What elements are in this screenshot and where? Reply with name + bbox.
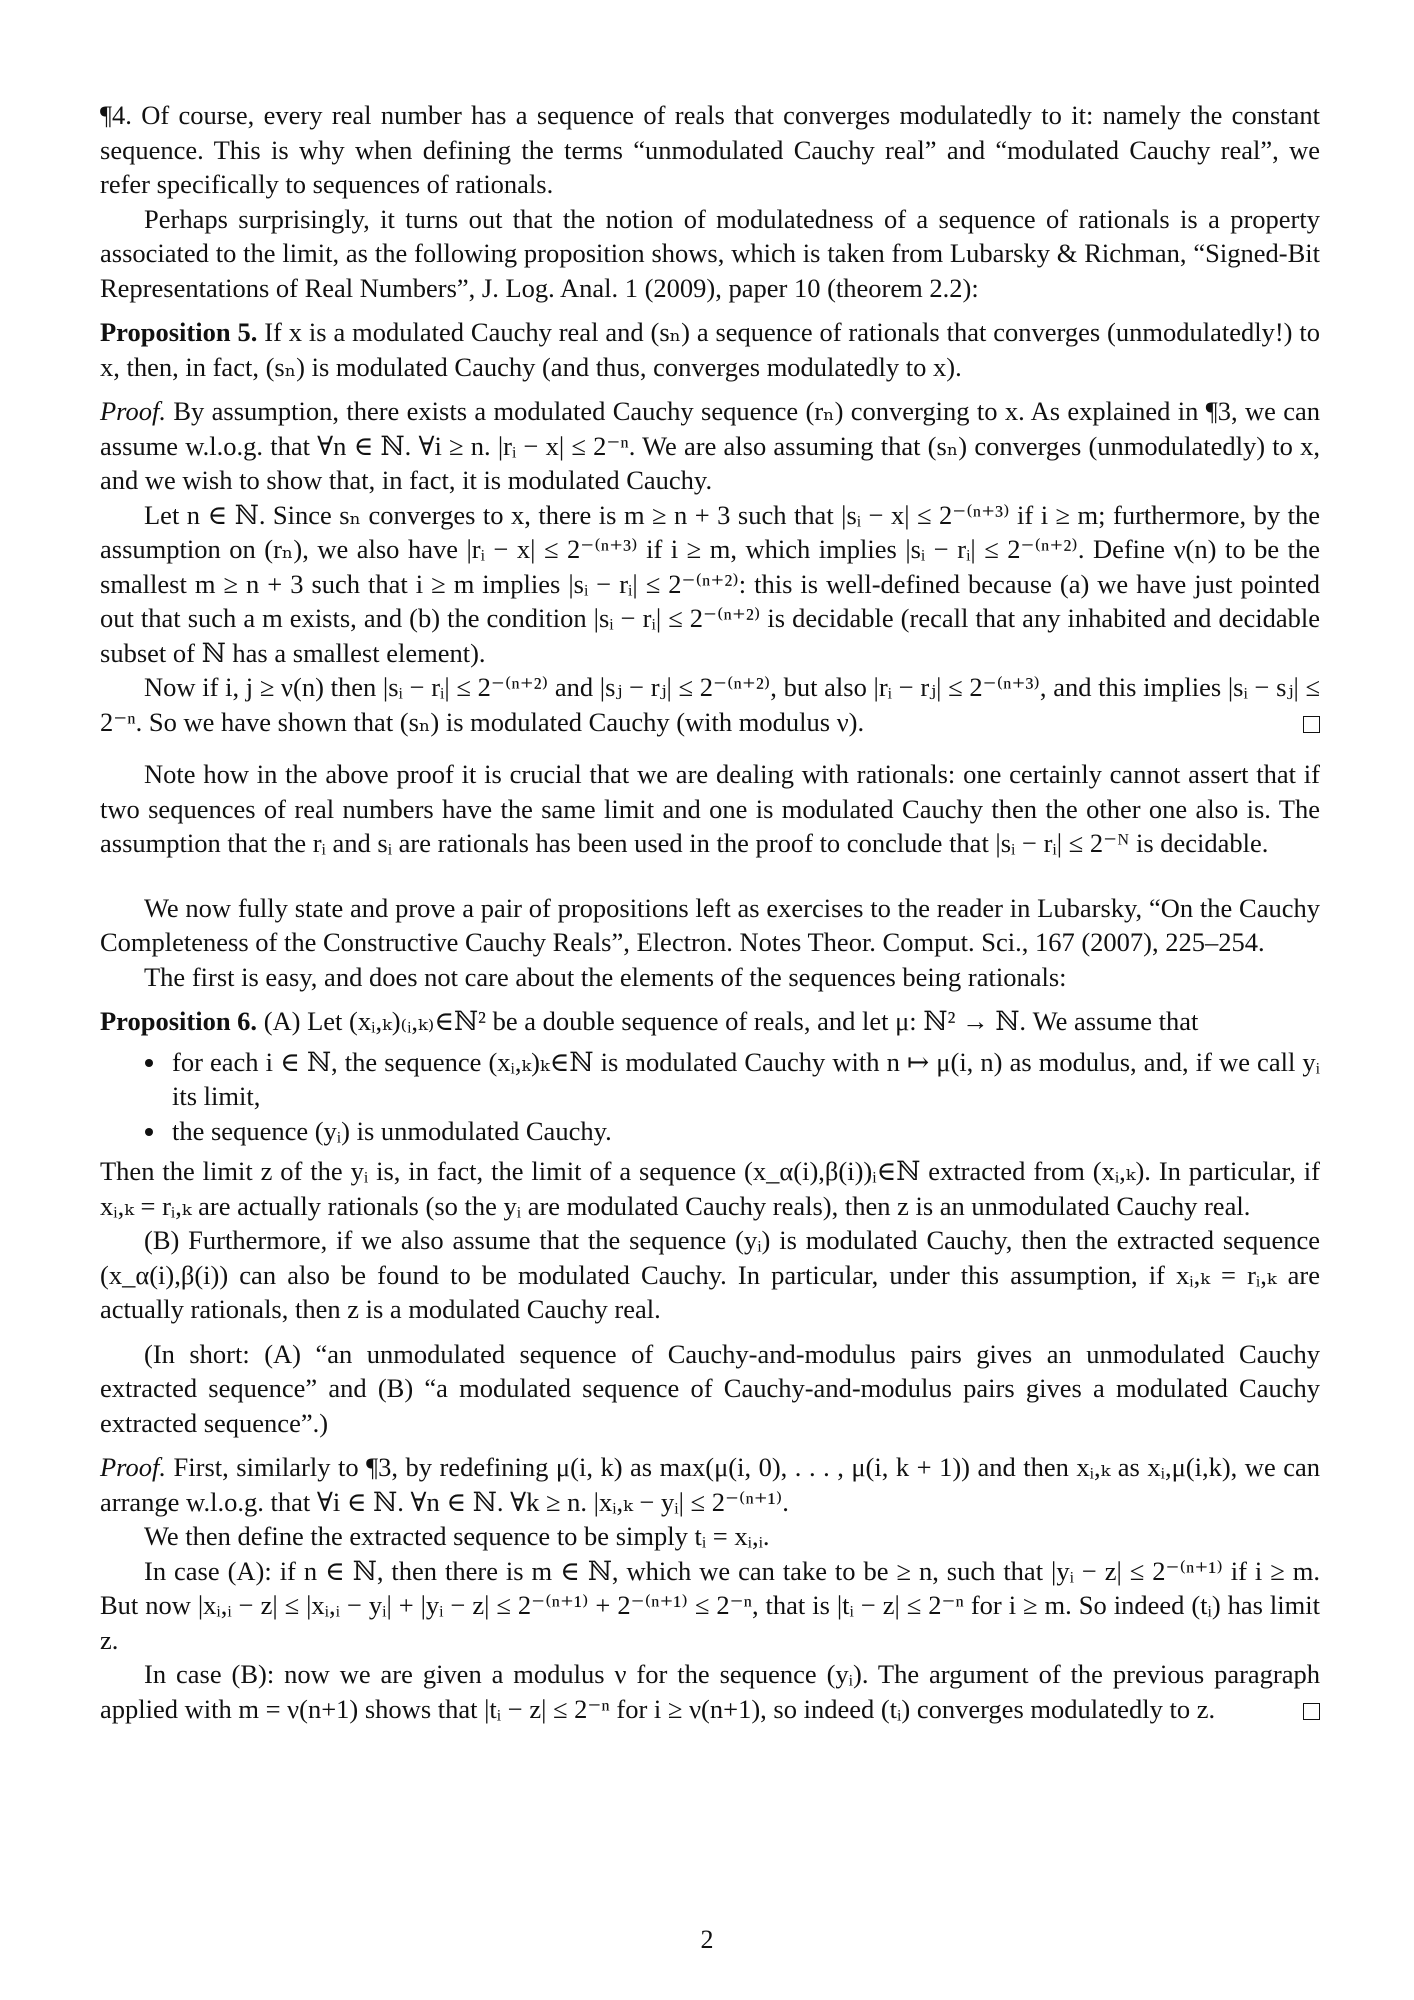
qed-square-icon [1303, 716, 1320, 733]
paragraph: We now fully state and prove a pair of propositions left as exercises to the reader in Lubarsky, “On the Cauchy Completeness of the Constructive Cauchy Reals”, Electron. Notes Theor. Comput. Sci., 167 (2007), 225–254. [100, 892, 1320, 957]
proof-text: First, similarly to ¶3, by redefining μ(i, k) as max(μ(i, 0), . . . , μ(i, k + 1)) and then xᵢ,ₖ as xᵢ,μ(i,k), we can arrange w.l.o.g. that ∀i ∈ ℕ. ∀n ∈ ℕ. ∀k ≥ n. |xᵢ,ₖ − yᵢ| ≤ 2⁻⁽ⁿ⁺¹⁾. [100, 1452, 1320, 1517]
proof-heading: Proof. [100, 1452, 167, 1482]
paragraph: (B) Furthermore, if we also assume that the sequence (yᵢ) is modulated Cauchy, then the extracted sequence (x_α(i),β(i)) can also be found to be modulated Cauchy. In particular, under this assumption, if xᵢ,ₖ = rᵢ,ₖ are actually rationals, then z is a modulated Cauchy real. [100, 1225, 1320, 1324]
paragraph: Then the limit z of the yᵢ is, in fact, the limit of a sequence (x_α(i),β(i))ᵢ∈ℕ extracted from (xᵢ,ₖ). In particular, if xᵢ,ₖ = rᵢ,ₖ are actually rationals (so the yᵢ are modulated Cauchy reals), then z is an unmodulated Cauchy real. [100, 1156, 1320, 1221]
paper-page [100, 98, 1320, 1726]
proposition-text: If x is a modulated Cauchy real and (sₙ) a sequence of rationals that converges (unmodulatedly!) to x, then, in fact, (sₙ) is modulated Cauchy (and thus, converges modulatedly to x). [100, 317, 1320, 382]
list-item: • for each i ∈ ℕ, the sequence (xᵢ,ₖ)ₖ∈ℕ is modulated Cauchy with n ↦ μ(i, n) as modulus, and, if we call yᵢ its limit, [168, 1045, 1320, 1114]
paragraph: Let n ∈ ℕ. Since sₙ converges to x, there is m ≥ n + 3 such that |sᵢ − x| ≤ 2⁻⁽ⁿ⁺³⁾ if i ≥ m; furthermore, by the assumption on (rₙ), we also have |rᵢ − x| ≤ 2⁻⁽ⁿ⁺³⁾ if i ≥ m, which implies |sᵢ − rᵢ| ≤ 2⁻⁽ⁿ⁺²⁾. Define ν(n) to be the smallest m ≥ n + 3 such that i ≥ m implies |sᵢ − rᵢ| ≤ 2⁻⁽ⁿ⁺²⁾: this is well-defined because (a) we have just pointed out that such a m exists, and (b) the condition |sᵢ − rᵢ| ≤ 2⁻⁽ⁿ⁺²⁾ is decidable (recall that any inhabited and decidable subset of ℕ has a smallest element). [100, 499, 1320, 668]
proposition-6 [100, 1004, 1320, 1039]
proof-heading: Proof. [100, 396, 167, 426]
paragraph-text: Now if i, j ≥ ν(n) then |sᵢ − rᵢ| ≤ 2⁻⁽ⁿ⁺²⁾ and |sⱼ − rⱼ| ≤ 2⁻⁽ⁿ⁺²⁾, but also |rᵢ − rⱼ| ≤ 2⁻⁽ⁿ⁺³⁾, and this implies |sᵢ − sⱼ| ≤ 2⁻ⁿ. So we have shown that (sₙ) is modulated Cauchy (with modulus ν). [100, 672, 1320, 737]
assumption-list [100, 1045, 1320, 1149]
proof-paragraph [100, 394, 1320, 498]
paragraph: Note how in the above proof it is crucial that we are dealing with rationals: one certainly cannot assert that if two sequences of real numbers have the same limit and one is modulated Cauchy then the other one also is. The assumption that the rᵢ and sᵢ are rationals has been used in the proof to conclude that |sᵢ − rᵢ| ≤ 2⁻ᴺ is decidable. [100, 759, 1320, 858]
proposition-5 [100, 315, 1320, 384]
page-number: 2 [700, 1925, 714, 1954]
paragraph: We then define the extracted sequence to be simply tᵢ = xᵢ,ᵢ. [144, 1521, 770, 1551]
list-item: • the sequence (yᵢ) is unmodulated Cauchy. [168, 1114, 1320, 1149]
paragraph: (In short: (A) “an unmodulated sequence of Cauchy-and-modulus pairs gives an unmodulated Cauchy extracted sequence” and (B) “a modulated sequence of Cauchy-and-modulus pairs gives a modulated Cauchy extracted sequence”.) [100, 1338, 1320, 1438]
proposition-text: (A) Let (xᵢ,ₖ)₍ᵢ,ₖ₎∈ℕ² be a double sequence of reals, and let μ: ℕ² → ℕ. We assume that [263, 1006, 1199, 1036]
paragraph: ¶4. Of course, every real number has a sequence of reals that converges modulatedly to it: namely the constant sequence. This is why when defining the terms “unmodulated Cauchy real” and “modulated Cauchy real”, we refer specifically to sequences of rationals. [100, 100, 1320, 199]
paragraph: Perhaps surprisingly, it turns out that the notion of modulatedness of a sequence of rationals is a property associated to the limit, as the following proposition shows, which is taken from Lubarsky & Richman, “Signed-Bit Representations of Real Numbers”, J. Log. Anal. 1 (2009), paper 10 (theorem 2.2): [100, 203, 1320, 303]
paragraph-text: In case (B): now we are given a modulus ν for the sequence (yᵢ). The argument of the previous paragraph applied with m = ν(n+1) shows that |tᵢ − z| ≤ 2⁻ⁿ for i ≥ ν(n+1), so indeed (tᵢ) converges modulatedly to z. [100, 1659, 1320, 1724]
paragraph [100, 670, 1320, 739]
proof-paragraph [100, 1450, 1320, 1519]
proof-text: By assumption, there exists a modulated Cauchy sequence (rₙ) converging to x. As explained in ¶3, we can assume w.l.o.g. that ∀n ∈ ℕ. ∀i ≥ n. |rᵢ − x| ≤ 2⁻ⁿ. We are also assuming that (sₙ) converges (unmodulatedly) to x, and we wish to show that, in fact, it is modulated Cauchy. [100, 396, 1321, 495]
paragraph [100, 1657, 1320, 1726]
paragraph: The first is easy, and does not care about the elements of the sequences being rationals: [144, 961, 1067, 992]
paragraph: In case (A): if n ∈ ℕ, then there is m ∈ ℕ, which we can take to be ≥ n, such that |yᵢ − z| ≤ 2⁻⁽ⁿ⁺¹⁾ if i ≥ m. But now |xᵢ,ᵢ − z| ≤ |xᵢ,ᵢ − yᵢ| + |yᵢ − z| ≤ 2⁻⁽ⁿ⁺¹⁾ + 2⁻⁽ⁿ⁺¹⁾ ≤ 2⁻ⁿ, that is |tᵢ − z| ≤ 2⁻ⁿ for i ≥ m. So indeed (tᵢ) has limit z. [100, 1555, 1320, 1655]
proposition-heading: Proposition 5. [100, 317, 258, 347]
qed-square-icon [1303, 1703, 1320, 1720]
proposition-heading: Proposition 6. [100, 1006, 258, 1036]
